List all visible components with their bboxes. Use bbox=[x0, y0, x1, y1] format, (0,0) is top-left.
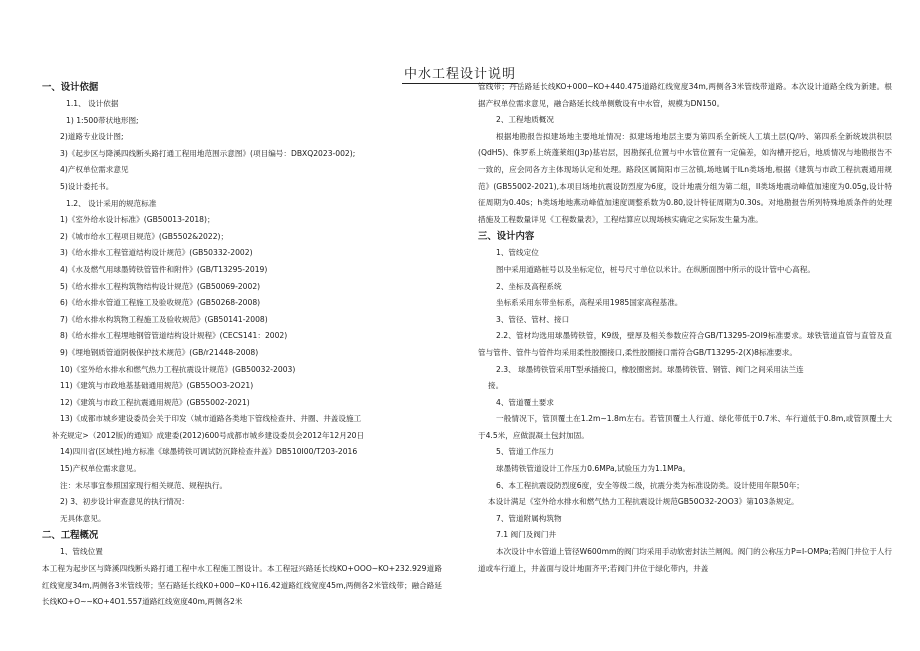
text-line: 坐标系采用东带坐标系，高程采用1985国家高程基准。 bbox=[496, 298, 683, 308]
text-line: 6、本工程抗震设防烈度6度，安全等级二级，抗震分类为标准设防类。设计使用年限50年； bbox=[496, 480, 804, 490]
text-line: 1)《室外给水设计标准》(GB50013-2018)； bbox=[60, 215, 215, 225]
text-line: 5、管道工作压力 bbox=[496, 447, 554, 457]
text-line: 2) 3、初步设计审查意见的执行情况： bbox=[60, 497, 189, 507]
text-line: 1、管线位置 bbox=[60, 547, 103, 557]
text-line: 7、管道附属构筑物 bbox=[496, 513, 562, 523]
text-line: 本工程为起步区与降溪四线断头路打通工程中水工程施工图设计。本工程冠兴路延长线KO+OOO~KO+232.929道路红线宽度34m,两侧各3米管线带；坚石路延长线K0+000~K0+I16.42道路红线宽度45m,两侧各2米管线带；融合路延长线KO+O~~KO+4O1.557道路红线宽度40m,两侧各2米 bbox=[42, 564, 442, 607]
right-column bbox=[478, 79, 892, 577]
text-line: 图中采用道路桩号以及坐标定位，桩号尺寸单位以米计。在纵断面图中所示的设计管中心高程。 bbox=[496, 264, 815, 274]
text-line: 13)《成都市城乡建设委员会关于印发（城市道路各类地下管线检查井、井圈、井盖设施工 bbox=[60, 414, 362, 424]
text-line: 1.1、 设计依据 bbox=[66, 99, 119, 108]
text-line: 2)道路专业设计图; bbox=[60, 132, 124, 142]
text-line: 7.1 阀门及阀门井 bbox=[496, 530, 557, 540]
text-line: 4)产权单位需求意见 bbox=[60, 165, 129, 175]
text-line: 1) 1:500带状地形图; bbox=[66, 115, 139, 125]
text-line: 补充规定>（2012版)的通知》成建委(2012)600号成都市城乡建设委员会2012年12月20日 bbox=[52, 430, 365, 440]
text-line: 一般情况下，管顶覆土在1.2m~1.8m左右。若管顶覆土人行道、绿化带低于0.7米、车行道低于0.8m,或管顶覆土大于4.5米，应做混凝土包封加固。 bbox=[478, 414, 892, 440]
text-line: 4、管道覆土要求 bbox=[496, 397, 554, 407]
text-line: 14)四川省(区域性)地方标准《球墨铸铁可调试防沉降检查井盖》DB510I00/T203-2016 bbox=[60, 447, 358, 457]
text-line: 15)产权单位需求意见。 bbox=[60, 464, 141, 474]
text-line: 注：未尽事宜参照国家现行相关规范、规程执行。 bbox=[60, 480, 228, 490]
document-title: 中水工程设计说明 bbox=[403, 67, 516, 82]
text-line: 5)设计委托书。 bbox=[60, 181, 114, 191]
text-line: 5)《给水排水工程构筑物结构设计规范》(GB50069-2002) bbox=[60, 281, 261, 291]
text-line: 无具体意见。 bbox=[60, 513, 106, 523]
text-line: 2)《城市给水工程项目规范》(GB5502&2022)； bbox=[60, 231, 229, 241]
text-line: 6)《给水排水管道工程施工及验收规范》(GB50268-2008) bbox=[60, 298, 261, 308]
text-line: 7)《给水排水构筑物工程施工及验收规范》(GB50141-2008) bbox=[60, 314, 268, 324]
text-line: 1、管线定位 bbox=[496, 248, 539, 258]
text-line: 本次设计中水管道上管径W600mm的阀门均采用手动软密封法兰闸阀。阀门的公称压力P=I-OMPa;若阀门井位于人行道或车行道上，井盖面与设计地面齐平;若阀门井位于绿化带内，井盖 bbox=[478, 547, 892, 573]
text-line: 2、工程地质概况 bbox=[496, 115, 554, 125]
text-line: 球墨铸铁管道设计工作压力0.6MPa,试验压力为1.1MPa。 bbox=[496, 464, 691, 474]
text-line: 12)《建筑与市政工程抗震通用规范》(GB55002-2021) bbox=[60, 397, 250, 407]
text-line: 本设计满足《室外给水排水和燃气热力工程抗震设计规范GB50O32-2OO3》第103条规定。 bbox=[488, 497, 799, 507]
text-line: 3)《起步区与降溪四线断头路打通工程用地范围示意图》(项目编号：DBXQ2023-002); bbox=[60, 148, 356, 158]
text-line: 1.2、 设计采用的规范标准 bbox=[66, 198, 157, 208]
text-line: 9)《埋地钢质管道阴极保护技术规范》(GB/r21448-2008) bbox=[60, 347, 259, 357]
text-line: 10)《室外给水排水和燃气热力工程抗震设计规范》(GB50032-2003) bbox=[60, 364, 296, 374]
section-heading: 三、设计内容 bbox=[478, 231, 535, 243]
text-line: 接。 bbox=[488, 381, 504, 391]
section-heading: 二、工程概况 bbox=[42, 530, 99, 542]
left-column bbox=[42, 79, 442, 611]
text-line: 3)《给水排水工程管道结构设计规范》(GB50332-2002) bbox=[60, 248, 253, 258]
text-line: 根据地勘报告拟建场地主要地址情况：拟建场地地层主要为第四系全新统人工填土层(Q/吟、第四系全新统坡洪积层(QdH5)、侏罗系上统蓬莱组(J3p)基岩层，因勘探孔位置与中水管位置有一定偏差，如沟槽开挖后，地质情况与地勘报告不一致的，应会同各方主体现场认定和处理。路段区属简阳市三岔镇,场地属于ILn类场地,根据《建筑与市政工程抗震通用规范》(GB55002-2021),本项目场地抗震设防烈度为6度，设计地震分组为第二组，II类场地震动峰值加速度为0.05g,设计特征周期为0.40s；h类场地地燕动峰值加速度调整系数为0.80,设计特征周期为0.30s。对地勘报告所列特殊地质条件的处理措施及工程数量详见《工程数量表》，工程结算应以现场核实确定之实际发生量为准。 bbox=[478, 131, 892, 224]
text-line: 4)《水及燃气用球墨铸铁管管件和附件》(GB/T13295-2019) bbox=[60, 264, 268, 274]
text-line: 2、坐标及高程系统 bbox=[496, 281, 562, 291]
text-line: 2.3、 球墨铸铁管采用T型承插接口，橡胶圈密封。球墨铸铁管、钢管、阀门之间采用法兰连 bbox=[496, 364, 804, 374]
text-line: 2.2、管材均选用球墨铸铁管，K9级，壁厚及相关参数应符合GB/T13295-2OI9标准要求。球铁管道直管与直管及直管与管件、管件与管件均采用柔性胶圈接口,柔性胶圈接口需符合GB/T13295-2(X)8标准要求。 bbox=[478, 331, 892, 357]
section-heading: 一、设计依据 bbox=[42, 82, 99, 93]
text-line: 11)《建筑与市政地基基础通用规范》(GB55OO3-2O21) bbox=[60, 381, 254, 391]
text-line: 3、管径、管材、接口 bbox=[496, 314, 570, 324]
text-line: 管线带；丹岳路延长线KO+000~KO+440.475道路红线宽度34m,两侧各3米管线带道路。本次设计道路全线为新建。根据产权单位需求意见，融合路延长线单侧敷设有中水管，规模为DN150。 bbox=[478, 82, 892, 108]
text-line: 8)《给水排水工程埋地钢管管道结构设计规程》(CECS141：2002) bbox=[60, 331, 288, 341]
